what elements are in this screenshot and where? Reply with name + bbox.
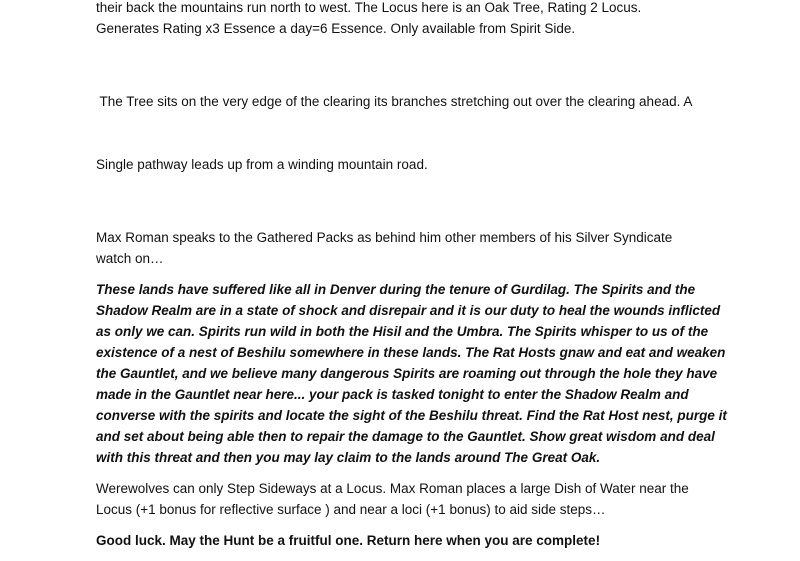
text-line: Max Roman speaks to the Gathered Packs as behind him other members of his Silver Syndicate <box>96 230 673 245</box>
text-line: Locus (+1 bonus for reflective surface ) and near a loci (+1 bonus) to aid side steps… <box>96 502 606 517</box>
tree-description-paragraph <box>96 49 736 217</box>
closing-paragraph <box>96 530 736 551</box>
speech-paragraph <box>96 279 736 468</box>
text-line: Good luck. May the Hunt be a fruitful one. Return here when you are complete! <box>96 533 601 548</box>
text-line: watch on… <box>96 251 164 266</box>
text-line: made in the Gauntlet near here... your pack is tasked tonight to enter the Shadow Realm and <box>96 387 689 402</box>
text-line: the Gauntlet, and we believe many dangerous Spirits are roaming out through the hole they have <box>96 366 718 381</box>
text-line: Generates Rating x3 Essence a day=6 Essence. Only available from Spirit Side. <box>96 21 576 36</box>
text-line: These lands have suffered like all in Denver during the tenure of Gurdilag. The Spirits and the <box>96 282 696 297</box>
text-line: with this threat and then you may lay claim to the lands around The Great Oak. <box>96 450 601 465</box>
text-line: converse with the spirits and locate the sight of the Beshilu threat. Find the Rat Host nest, purge it <box>96 408 727 423</box>
narration-paragraph <box>96 227 736 269</box>
text-line: their back the mountains run north to west. The Locus here is an Oak Tree, Rating 2 Locus. <box>96 0 642 15</box>
text-line: Werewolves can only Step Sideways at a Locus. Max Roman places a large Dish of Water near the <box>96 481 689 496</box>
text-line: The Tree sits on the very edge of the clearing its branches stretching out over the clearing ahead. A <box>96 94 693 109</box>
text-line: Single pathway leads up from a winding mountain road. <box>96 157 428 172</box>
text-line: and set about being able then to repair the damage to the Gauntlet. Show great wisdom and deal <box>96 429 715 444</box>
text-line: Shadow Realm are in a state of shock and disrepair and it is our duty to heal the wounds inflicted <box>96 303 721 318</box>
text-line: existence of a nest of Beshilu somewhere in these lands. The Rat Hosts gnaw and eat and weaken <box>96 345 726 360</box>
locus-description-paragraph <box>96 0 736 39</box>
document-page <box>96 0 736 561</box>
text-line: as only we can. Spirits run wild in both the Hisil and the Umbra. The Spirits whisper to us of the <box>96 324 709 339</box>
rules-paragraph <box>96 478 736 520</box>
